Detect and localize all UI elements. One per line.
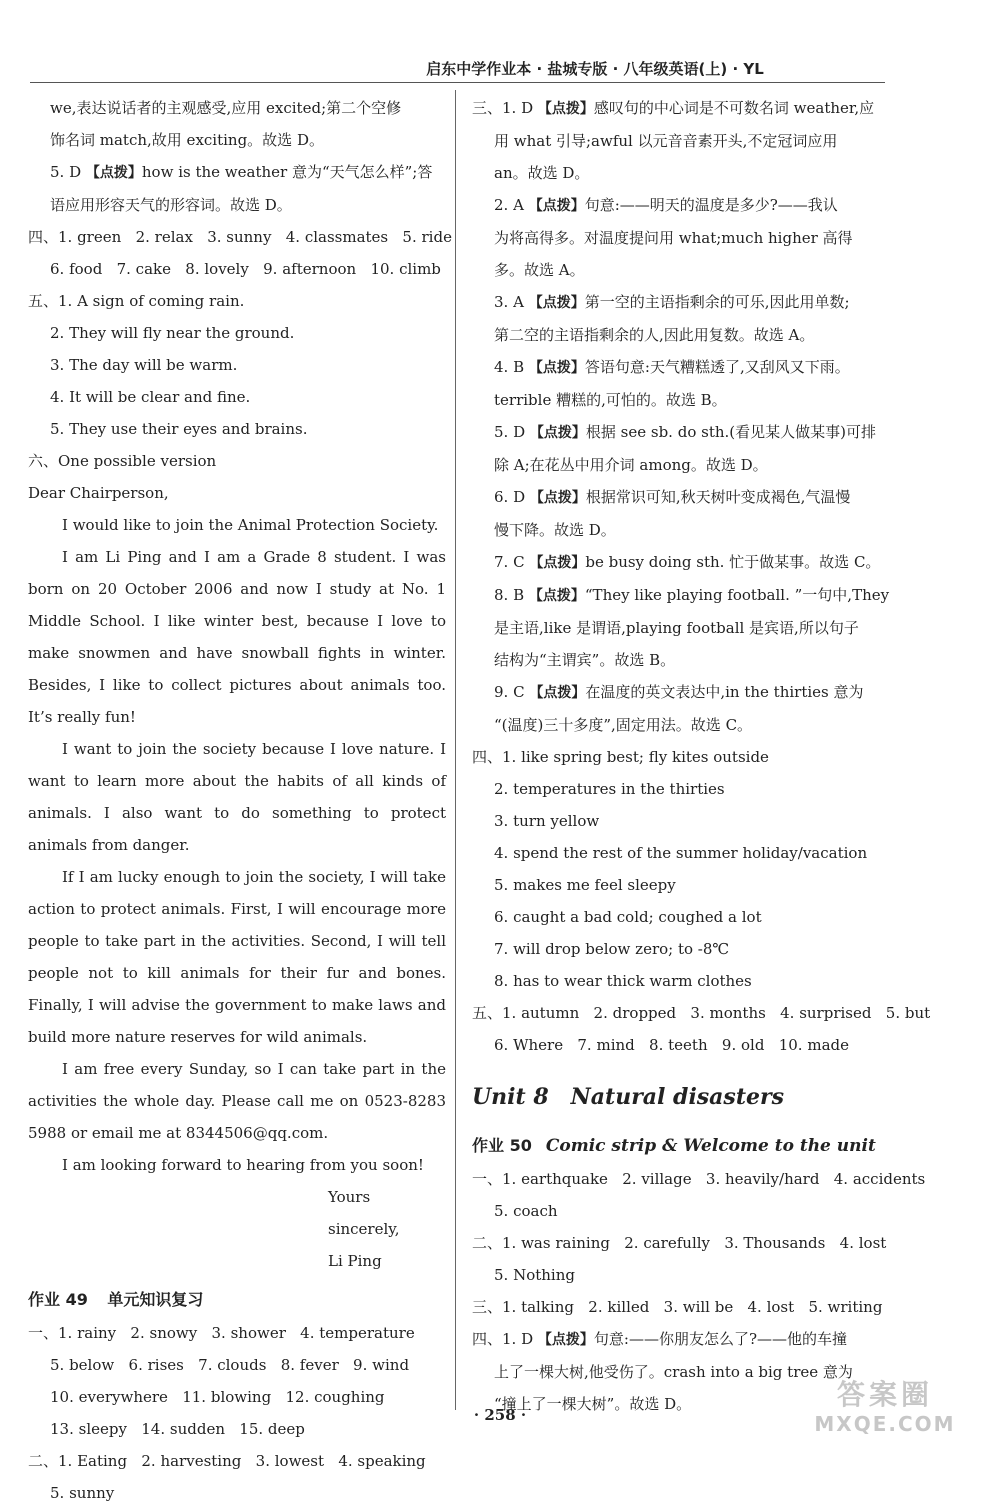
hint-label: 【点拨】 <box>85 165 142 181</box>
text-line: 饰名词 match,故用 exciting。故选 D。 <box>50 131 324 149</box>
answer-number: 四、1. D <box>472 1330 534 1348</box>
hint-text: how is the weather 意为“天气怎么样”;答 <box>141 163 433 181</box>
answer-number: 8. B <box>494 586 525 604</box>
homework-50-title <box>472 1131 894 1161</box>
letter-closing: Yours sincerely, <box>328 1188 400 1238</box>
answer-number: 9. C <box>494 683 525 701</box>
text-line: terrible 糟糕的,可怕的。故选 B。 <box>494 391 727 409</box>
hint-label: 【点拨】 <box>528 588 585 604</box>
hw49-section-1-line: 10. everywhere 11. blowing 12. coughing <box>50 1388 385 1406</box>
unit-number: Unit 8 <box>472 1084 549 1110</box>
hw49-section-1-line: 5. below 6. rises 7. clouds 8. fever 9. wind <box>50 1356 410 1374</box>
answer-item <box>472 676 894 709</box>
section-5-line: 4. It will be clear and fine. <box>50 388 251 406</box>
section-5-line: 6. Where 7. mind 8. teeth 9. old 10. made <box>494 1036 849 1054</box>
text-line: “撞上了一棵大树”。故选 D。 <box>494 1395 692 1413</box>
letter-signature: Li Ping <box>328 1252 382 1270</box>
hint-label: 【点拨】 <box>537 1332 594 1348</box>
text-line: 是主语,like 是谓语,playing football 是宾语,所以句子 <box>494 619 859 637</box>
hint-label: 【点拨】 <box>529 425 586 441</box>
text-line: 用 what 引导;awful 以元音音素开头,不定冠词应用 <box>494 132 838 150</box>
letter-paragraph: I am looking forward to hearing from you soon! <box>62 1156 424 1174</box>
hint-label: 【点拨】 <box>537 101 594 117</box>
text-line: 结构为“主谓宾”。故选 B。 <box>494 651 676 669</box>
hint-label: 【点拨】 <box>529 685 586 701</box>
hint-text: 句意:——明天的温度是多少?——我认 <box>584 196 838 214</box>
section-4-line: 2. temperatures in the thirties <box>494 780 725 798</box>
section-4-line: 6. food 7. cake 8. lovely 9. afternoon 10. climb <box>50 260 441 278</box>
text-line: 除 A;在花丛中用介词 among。故选 D。 <box>494 456 768 474</box>
hint-text: 根据 see sb. do sth.(看见某人做某事)可排 <box>585 423 876 441</box>
right-column <box>472 92 931 1420</box>
answer-item <box>472 579 894 612</box>
homework-label: 作业 49 <box>28 1290 88 1309</box>
hint-text: 第一空的主语指剩余的可乐,因此用单数; <box>584 293 850 311</box>
answer-number: 3. A <box>494 293 524 311</box>
hw49-section-1-line: 一、1. rainy 2. snowy 3. shower 4. temperature <box>28 1324 415 1342</box>
column-divider <box>455 90 456 1410</box>
answer-item <box>472 1323 894 1356</box>
hw50-section-1-line: 一、1. earthquake 2. village 3. heavily/hard 4. accidents <box>472 1170 926 1188</box>
page-number: · 258 · <box>473 1406 527 1424</box>
hint-text: 答语句意:天气糟糕透了,又刮风又下雨。 <box>584 358 850 376</box>
text-line: an。故选 D。 <box>494 164 590 182</box>
answer-number: 7. C <box>494 553 525 571</box>
text-line: 第二空的主语指剩余的人,因此用复数。故选 A。 <box>494 326 815 344</box>
answer-item <box>472 481 894 514</box>
answer-item <box>28 156 446 189</box>
homework-name: Comic strip & Welcome to the unit <box>545 1136 876 1156</box>
section-4-line: 3. turn yellow <box>494 812 600 830</box>
hw50-section-3-line: 三、1. talking 2. killed 3. will be 4. lost 5. writing <box>472 1298 883 1316</box>
answer-number: 5. D <box>50 163 82 181</box>
watermark-logo <box>790 1378 980 1442</box>
section-5-line: 2. They will fly near the ground. <box>50 324 295 342</box>
answer-item <box>472 546 894 579</box>
hint-text: 根据常识可知,秋天树叶变成褐色,气温慢 <box>585 488 851 506</box>
hint-text: “They like playing football. ”一句中,They <box>584 586 890 604</box>
letter-paragraph: I want to join the society because I love nature. I want to learn more about the habits of all kinds of animals. I also want to do something to protect animals from danger. <box>28 740 446 854</box>
hw50-section-2-line: 5. Nothing <box>494 1266 575 1284</box>
hint-text: be busy doing sth. 忙于做某事。故选 C。 <box>585 553 881 571</box>
text-line: 多。故选 A。 <box>494 261 585 279</box>
answer-item <box>472 416 894 449</box>
unit-title <box>472 1077 894 1117</box>
letter-paragraph: I am Li Ping and I am a Grade 8 student. I was born on 20 October 2006 and now I study at No. 1 Middle School. I like winter best, because I love to make snowmen and have snowball fights in winter. Besides, I like to collect pictures about animals too. It’s really fun! <box>28 548 446 726</box>
homework-name: 单元知识复习 <box>107 1290 204 1309</box>
letter-paragraph: I would like to join the Animal Protection Society. <box>62 516 439 534</box>
section-4-line: 四、1. like spring best; fly kites outside <box>472 748 769 766</box>
hw49-section-1-line: 13. sleepy 14. sudden 15. deep <box>50 1420 305 1438</box>
hint-text: 在温度的英文表达中,in the thirties 意为 <box>585 683 864 701</box>
hw50-section-2-line: 二、1. was raining 2. carefully 3. Thousands 4. lost <box>472 1234 887 1252</box>
section-5-line: 3. The day will be warm. <box>50 356 238 374</box>
section-4-line: 6. caught a bad cold; coughed a lot <box>494 908 762 926</box>
answer-number: 6. D <box>494 488 526 506</box>
hint-text: 感叹句的中心词是不可数名词 weather,应 <box>593 99 875 117</box>
letter-paragraph: If I am lucky enough to join the society, I will take action to protect animals. First, I will encourage more people to take part in the activities. Second, I will tell people not to kill animals for their fur and bones. Finally, I will advise the government to make laws and build more nature reserves for wild animals. <box>28 868 446 1046</box>
answer-item <box>472 189 894 222</box>
text-line: 慢下降。故选 D。 <box>494 521 616 539</box>
homework-label: 作业 50 <box>472 1136 532 1155</box>
section-5-line: 五、1. A sign of coming rain. <box>28 292 245 310</box>
text-line: 语应用形容天气的形容词。故选 D。 <box>50 196 292 214</box>
section-5-line: 五、1. autumn 2. dropped 3. months 4. surprised 5. but <box>472 1004 931 1022</box>
hint-text: 句意:——你朋友怎么了?——他的车撞 <box>593 1330 847 1348</box>
header-rule <box>30 82 885 83</box>
left-column <box>28 92 452 1509</box>
answer-item <box>472 351 894 384</box>
answer-item <box>472 92 894 125</box>
text-line: “(温度)三十多度”,固定用法。故选 C。 <box>494 716 753 734</box>
text-line: 为将高得多。对温度提问用 what;much higher 高得 <box>494 229 853 247</box>
section-4-line: 8. has to wear thick warm clothes <box>494 972 752 990</box>
hint-label: 【点拨】 <box>528 198 585 214</box>
letter-salutation: Dear Chairperson, <box>28 484 169 502</box>
letter-paragraph: I am free every Sunday, so I can take part in the activities the whole day. Please call me on 0523-8283 5988 or email me at 8344506@qq.com. <box>28 1060 446 1142</box>
hint-label: 【点拨】 <box>528 295 585 311</box>
hint-label: 【点拨】 <box>529 490 586 506</box>
section-5-line: 5. They use their eyes and brains. <box>50 420 308 438</box>
text-line: we,表达说话者的主观感受,应用 excited;第二个空修 <box>50 99 402 117</box>
section-4-line: 4. spend the rest of the summer holiday/vacation <box>494 844 868 862</box>
section-6-title: 六、One possible version <box>28 452 217 470</box>
page-header: 启东中学作业本 · 盐城专版 · 八年级英语(上) · YL <box>426 60 764 78</box>
answer-number: 2. A <box>494 196 524 214</box>
homework-49-title <box>28 1285 446 1315</box>
hw49-section-2-line: 二、1. Eating 2. harvesting 3. lowest 4. speaking <box>28 1452 426 1470</box>
answer-number: 三、1. D <box>472 99 534 117</box>
unit-name: Natural disasters <box>570 1084 784 1110</box>
answer-number: 5. D <box>494 423 526 441</box>
section-4-line: 7. will drop below zero; to -8℃ <box>494 940 730 958</box>
answer-number: 4. B <box>494 358 525 376</box>
hint-label: 【点拨】 <box>529 555 586 571</box>
hw49-section-2-line: 5. sunny <box>50 1484 115 1502</box>
text-line: 上了一棵大树,他受伤了。crash into a big tree 意为 <box>494 1363 853 1381</box>
hw50-section-1-line: 5. coach <box>494 1202 558 1220</box>
watermark-text: 答案圈 <box>836 1378 933 1411</box>
answer-item <box>472 286 894 319</box>
watermark-url: MXQE.COM <box>814 1412 956 1436</box>
section-4-line: 四、1. green 2. relax 3. sunny 4. classmates 5. ride <box>28 228 452 246</box>
section-4-line: 5. makes me feel sleepy <box>494 876 676 894</box>
hint-label: 【点拨】 <box>528 360 585 376</box>
